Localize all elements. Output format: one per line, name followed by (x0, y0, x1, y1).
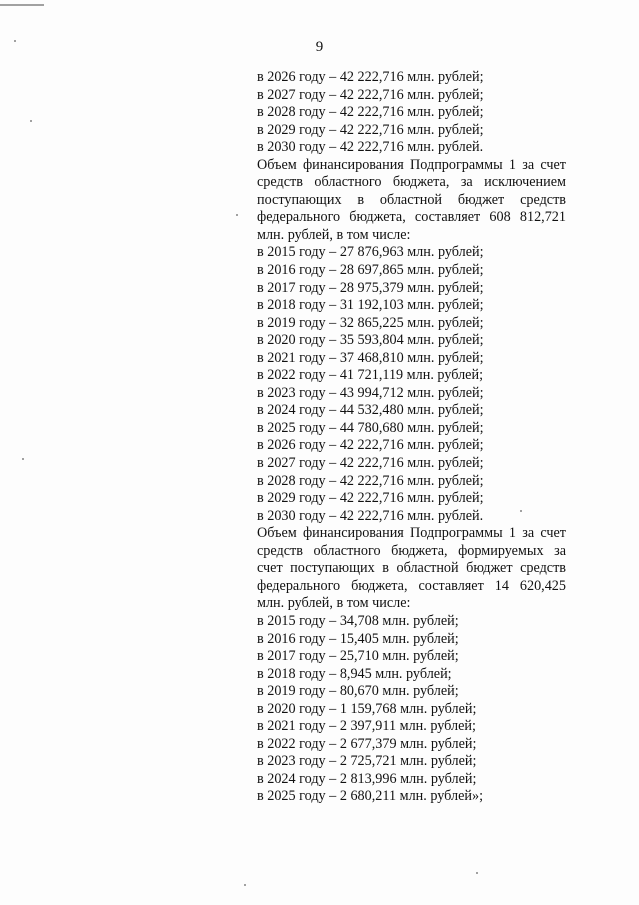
funding-year-line: в 2026 году – 42 222,716 млн. рублей; (257, 437, 484, 454)
funding-year-line: в 2026 году – 42 222,716 млн. рублей; (257, 69, 484, 85)
funding-year-line: в 2022 году – 41 721,119 млн. рублей; (257, 367, 484, 384)
funding-by-year-list-regional (257, 244, 566, 525)
funding-year-line: в 2018 году – 8,945 млн. рублей; (257, 665, 452, 682)
scan-artifact-dot (22, 458, 24, 460)
funding-year-line: в 2017 году – 28 975,379 млн. рублей; (257, 279, 484, 296)
funding-year-line: в 2028 году – 42 222,716 млн. рублей; (257, 472, 484, 489)
funding-year-line: в 2015 году – 27 876,963 млн. рублей; (257, 244, 484, 261)
funding-by-year-list-continued (257, 69, 566, 157)
funding-year-line: в 2028 году – 42 222,716 млн. рублей; (257, 104, 484, 121)
funding-year-line: в 2019 году – 32 865,225 млн. рублей; (257, 314, 484, 331)
funding-year-line: в 2017 году – 25,710 млн. рублей; (257, 648, 459, 665)
funding-year-line: в 2018 году – 31 192,103 млн. рублей; (257, 297, 484, 314)
scan-artifact-dot (30, 120, 32, 122)
funding-year-line: в 2019 году – 80,670 млн. рублей; (257, 683, 459, 700)
funding-year-line: в 2029 году – 42 222,716 млн. рублей; (257, 490, 484, 507)
funding-paragraph-federal-transfers: Объем финансирования Подпрограммы 1 за счет средств областного бюджета, формируемых за счет поступающих в областной бюджет средств федерального бюджета, составляет 14 620,425 млн. рублей, в том числе: (257, 525, 566, 612)
funding-year-line: в 2030 году – 42 222,716 млн. рублей. (257, 507, 484, 524)
document-body (257, 69, 566, 806)
scan-artifact-top-left (0, 4, 44, 6)
funding-year-line: в 2025 году – 2 680,211 млн. рублей»; (257, 788, 484, 805)
funding-year-line: в 2022 году – 2 677,379 млн. рублей; (257, 735, 477, 752)
funding-year-line: в 2016 году – 28 697,865 млн. рублей; (257, 262, 484, 279)
funding-year-line: в 2027 году – 42 222,716 млн. рублей; (257, 86, 484, 103)
funding-year-line: в 2021 году – 2 397,911 млн. рублей; (257, 718, 476, 735)
funding-year-line: в 2020 году – 1 159,768 млн. рублей; (257, 700, 477, 717)
funding-year-line: в 2015 году – 34,708 млн. рублей; (257, 612, 459, 629)
page-number: 9 (315, 39, 324, 55)
scan-artifact-dot (476, 872, 478, 874)
scan-artifact-dot (244, 884, 246, 886)
funding-year-line: в 2027 году – 42 222,716 млн. рублей; (257, 455, 484, 472)
funding-year-line: в 2023 году – 43 994,712 млн. рублей; (257, 384, 484, 401)
funding-year-line: в 2024 году – 2 813,996 млн. рублей; (257, 770, 477, 787)
funding-year-line: в 2024 году – 44 532,480 млн. рублей; (257, 402, 484, 419)
funding-year-line: в 2030 году – 42 222,716 млн. рублей. (257, 139, 484, 156)
funding-year-line: в 2029 году – 42 222,716 млн. рублей; (257, 121, 484, 138)
funding-year-line: в 2023 году – 2 725,721 млн. рублей; (257, 753, 477, 770)
funding-year-line: в 2025 году – 44 780,680 млн. рублей; (257, 419, 484, 436)
funding-by-year-list-federal-transfers (257, 613, 566, 806)
scan-artifact-dot (236, 214, 238, 216)
funding-year-line: в 2016 году – 15,405 млн. рублей; (257, 630, 459, 647)
funding-year-line: в 2020 году – 35 593,804 млн. рублей; (257, 332, 484, 349)
funding-paragraph-regional: Объем финансирования Подпрограммы 1 за счет средств областного бюджета, за исключением поступающих в областной бюджет средств федерального бюджета, составляет 608 812,721 млн. рублей, в том числе: (257, 156, 566, 243)
funding-year-line: в 2021 году – 37 468,810 млн. рублей; (257, 349, 484, 366)
